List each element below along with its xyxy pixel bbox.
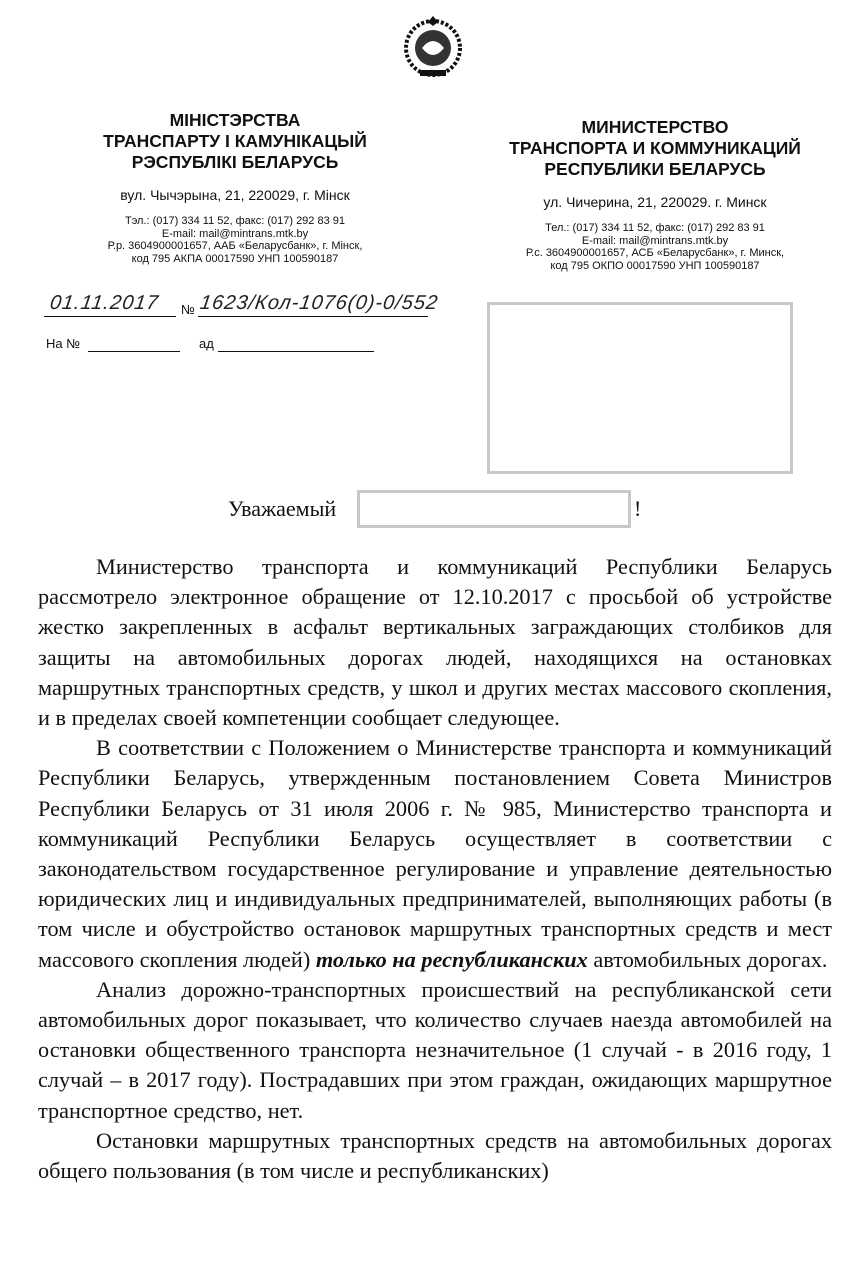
title-line: ТРАНСПАРТУ І КАМУНІКАЦЫЙ (103, 131, 367, 151)
requisite-line: код 795 АКПА 00017590 УНП 100590187 (131, 252, 339, 265)
title-line: ТРАНСПОРТА И КОММУНИКАЦИЙ (509, 138, 801, 158)
ref-date-label: ад (199, 336, 214, 351)
date-underline (44, 316, 176, 317)
requisite-line: Р.р. 3604900001657, ААБ «Беларусбанк», г. Мінск, (107, 240, 363, 252)
address-by: вул. Чычэрына, 21, 220029, г. Мінск (120, 187, 350, 203)
paragraph-2-text: В соответствии с Положением о Министерстве транспорта и коммуникаций Республики Беларусь, утвержденным постановлением Совета Министров Республики Беларусь от 31 июля 2006 г. № 985, Министерство транспорта и коммуникаций Республики Беларусь осуществляет в соответствии с законодательством государственное регулирование и управление деятельностью юридических лиц и индивидуальных предпринимателей, выполняющих работы (в том числе и обустройство остановок маршрутных транспортных средств и мест массового скопления людей) (38, 735, 832, 972)
requisites-by (60, 215, 410, 265)
header-left-belarusian (60, 110, 410, 265)
number-label: № (181, 302, 195, 317)
title-line: РЕСПУБЛИКИ БЕЛАРУСЬ (544, 159, 766, 179)
ref-date-line (218, 351, 374, 352)
requisite-line: E-mail: mail@mintrans.mtk.by (161, 227, 309, 240)
ministry-title-by (60, 110, 410, 173)
letter-body (38, 552, 832, 1186)
requisite-line: Тэл.: (017) 334 11 52, факс: (017) 292 83 91 (124, 215, 346, 227)
greeting-suffix: ! (634, 496, 642, 521)
requisite-line: Тел.: (017) 334 11 52, факс: (017) 292 83 91 (545, 222, 765, 234)
title-line: МИНИСТЕРСТВО (581, 117, 729, 137)
address-ru: ул. Чичерина, 21, 220029. г. Минск (543, 194, 767, 210)
requisite-line: E-mail: mail@mintrans.mtk.by (581, 234, 729, 247)
number-underline (198, 316, 428, 317)
redacted-addressee (487, 302, 793, 474)
requisite-line: Р.с. 3604900001657, АСБ «Беларусбанк», г. Минск, (525, 247, 785, 259)
header-right-russian (470, 117, 840, 272)
ref-number-line (88, 351, 180, 352)
greeting-prefix: Уважаемый (228, 496, 337, 521)
emphasis-text: только на республиканских (315, 946, 588, 972)
handwritten-number: 1623/Кол-1076(0)-0/552 (198, 292, 440, 314)
redacted-name (357, 490, 631, 528)
state-emblem-icon (402, 14, 464, 80)
paragraph-1: Министерство транспорта и коммуникаций Республики Беларусь рассмотрело электронное обращение от 12.10.2017 с просьбой об устройстве жестко закрепленных в асфальт вертикальных заграждающих столбиков для защиты на автомобильных дорогах людей, находящихся на остановках маршрутных транспортных средств, у школ и других местах массового скопления, и в пределах своей компетенции сообщает следующее. (38, 554, 832, 731)
title-line: РЭСПУБЛІКІ БЕЛАРУСЬ (131, 152, 339, 172)
requisites-ru (470, 222, 840, 272)
paragraph-2-end: автомобильных дорогах. (587, 946, 828, 972)
ministry-title-ru (470, 117, 840, 180)
ref-number-label: На № (46, 336, 81, 351)
handwritten-date: 01.11.2017 (48, 292, 161, 314)
requisite-line: код 795 ОКПО 00017590 УНП 100590187 (550, 259, 760, 272)
paragraph-3: Анализ дорожно-транспортных происшествий на республиканской сети автомобильных дорог показывает, что количество случаев наезда автомобилей на остановки общественного транспорта незначительное (1 случай - в 2016 году, 1 случай – в 2017 году). Пострадавших при этом граждан, ожидающих маршрутное транспортное средство, нет. (38, 976, 832, 1123)
paragraph-2 (38, 733, 832, 975)
paragraph-4: Остановки маршрутных транспортных средств на автомобильных дорогах общего пользования (в том числе и республиканских) (38, 1127, 832, 1184)
title-line: МІНІСТЭРСТВА (169, 110, 301, 130)
